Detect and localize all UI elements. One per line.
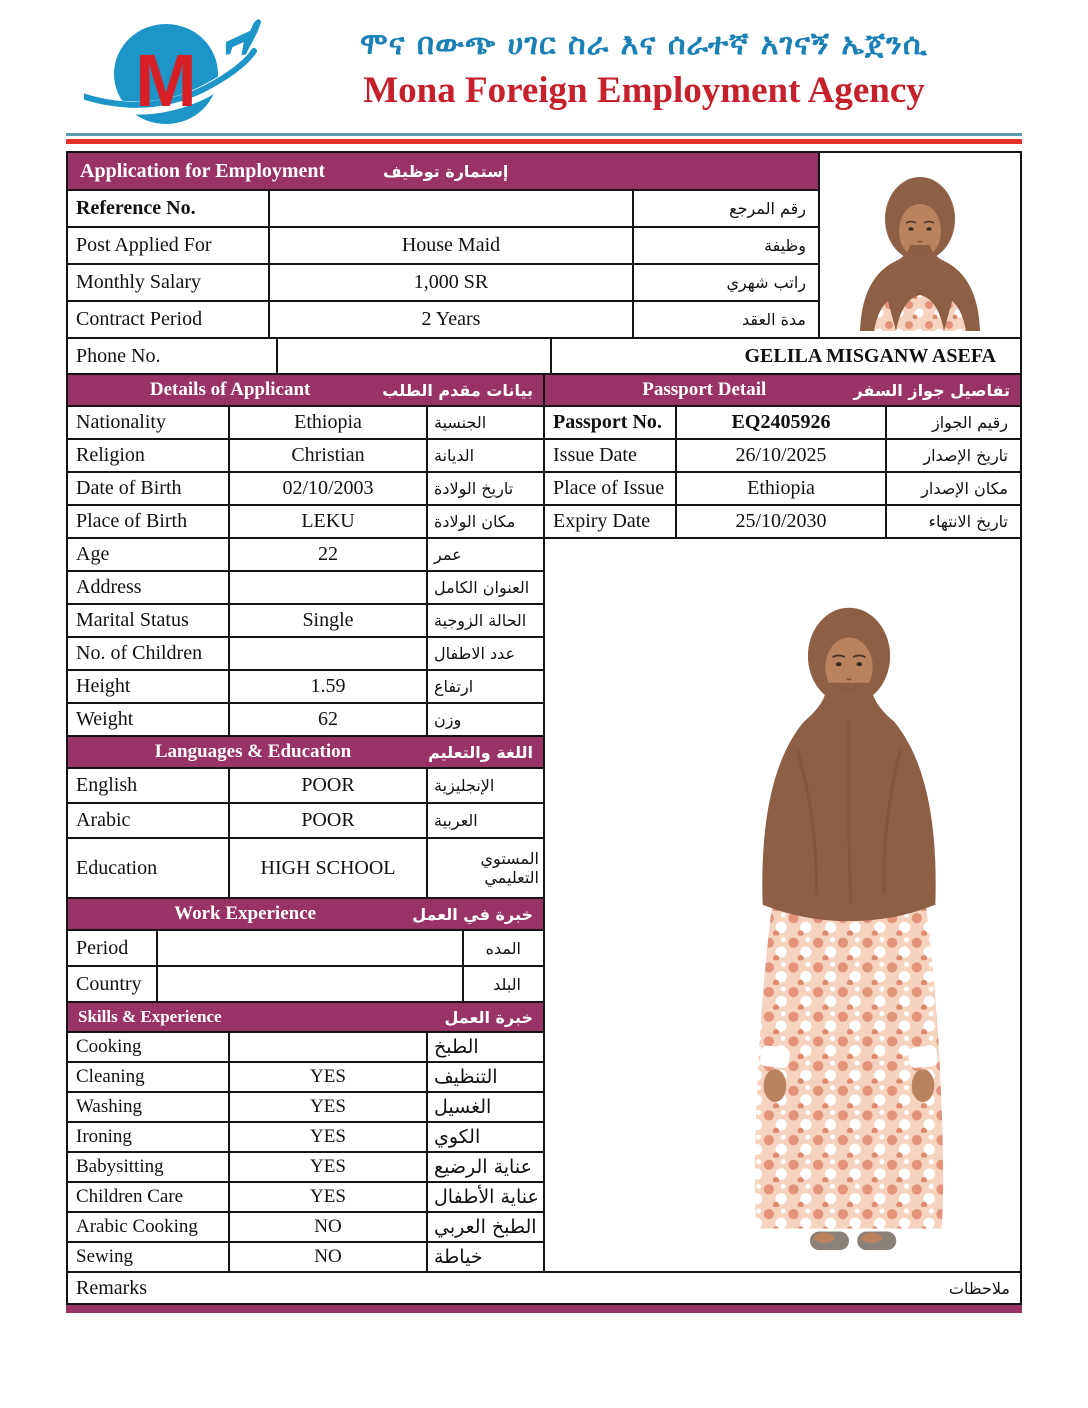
section-title-arabic: اللغة والتعليم	[428, 742, 533, 762]
field-label: Phone No.	[76, 344, 161, 367]
field-label: Cleaning	[68, 1063, 228, 1091]
field-label-arabic: الحالة الزوجية	[428, 605, 543, 636]
field-label-arabic: العنوان الكامل	[428, 572, 543, 603]
field-value	[230, 572, 426, 603]
field-label-arabic: تاريخ الانتهاء	[887, 506, 1020, 537]
section-title-arabic: تفاصيل جواز السفر	[853, 380, 1010, 400]
application-section-header	[68, 153, 818, 189]
section-title-english: Skills & Experience	[78, 1007, 222, 1026]
field-label-arabic: المستوي التعليمي	[428, 839, 543, 897]
field-value: Christian	[230, 440, 426, 471]
agency-name-english: Mona Foreign Employment Agency	[363, 69, 925, 111]
field-label: Nationality	[68, 407, 228, 438]
field-label: Issue Date	[545, 440, 675, 471]
field-value	[270, 191, 632, 226]
applicant-name: GELILA MISGANW ASEFA	[550, 339, 1020, 373]
field-label: Date of Birth	[68, 473, 228, 504]
field-label: Monthly Salary	[68, 265, 268, 300]
field-label-arabic: عدد الاطفال	[428, 638, 543, 669]
field-label-arabic: الجنسية	[428, 407, 543, 438]
field-label-arabic: الغسيل	[428, 1093, 543, 1121]
field-value: HIGH SCHOOL	[230, 839, 426, 897]
field-value: YES	[230, 1063, 426, 1091]
field-label: No. of Children	[68, 638, 228, 669]
field-label-arabic: وزن	[428, 704, 543, 735]
field-value: 26/10/2025	[677, 440, 885, 471]
field-label-arabic: وظيفة	[634, 228, 818, 263]
remarks-label-arabic: ملاحظات	[948, 1278, 1010, 1298]
field-label: Post Applied For	[68, 228, 268, 263]
field-label: Weight	[68, 704, 228, 735]
field-label: Arabic Cooking	[68, 1213, 228, 1241]
field-value: NO	[230, 1213, 426, 1241]
skills-section-header	[68, 1001, 543, 1031]
phone-row	[68, 337, 1020, 373]
field-label-arabic: تاريخ الولادة	[428, 473, 543, 504]
work-experience-table	[68, 929, 543, 1001]
field-value	[230, 1033, 426, 1061]
divider-red	[66, 139, 1022, 144]
field-value: POOR	[230, 804, 426, 837]
field-label-arabic: مدة العقد	[634, 302, 818, 337]
field-label: Country	[68, 967, 156, 1001]
field-value	[230, 638, 426, 669]
field-label: English	[68, 769, 228, 802]
remarks-label: Remarks	[76, 1276, 148, 1299]
passport-photo	[844, 159, 996, 331]
application-form	[66, 151, 1022, 1305]
field-value: YES	[230, 1123, 426, 1151]
field-label-arabic: التنظيف	[428, 1063, 543, 1091]
full-length-photo-cell	[545, 537, 1020, 1271]
letterhead	[0, 0, 1088, 126]
field-value: YES	[230, 1093, 426, 1121]
agency-logo	[84, 14, 262, 126]
field-label: Reference No.	[68, 191, 268, 226]
section-title-arabic: خبرة في العمل	[412, 904, 533, 924]
field-value: 1,000 SR	[270, 265, 632, 300]
field-label-arabic: خياطة	[428, 1243, 543, 1271]
field-value: 25/10/2030	[677, 506, 885, 537]
field-label-arabic: عمر	[428, 539, 543, 570]
field-label: Period	[68, 931, 156, 965]
form-body	[68, 373, 1020, 1271]
full-length-photo	[664, 565, 1021, 1265]
section-title-arabic: بيانات مقدم الطلب	[382, 380, 533, 400]
field-label-arabic: مكان الولادة	[428, 506, 543, 537]
field-value: 22	[230, 539, 426, 570]
field-label: Religion	[68, 440, 228, 471]
field-label-arabic: تاريخ الإصدار	[887, 440, 1020, 471]
field-label: Expiry Date	[545, 506, 675, 537]
languages-table	[68, 767, 543, 897]
field-label: Marital Status	[68, 605, 228, 636]
field-value	[158, 967, 462, 1001]
section-title-arabic: خبرة العمل	[444, 1007, 533, 1027]
field-value: EQ2405926	[677, 407, 885, 438]
field-label: Height	[68, 671, 228, 702]
field-value: 62	[230, 704, 426, 735]
passport-column	[543, 375, 1020, 1271]
field-label-arabic: عناية الرضيع	[428, 1153, 543, 1181]
field-value: Ethiopia	[230, 407, 426, 438]
details-section-header	[68, 375, 543, 405]
field-label-arabic: رقيم الجواز	[887, 407, 1020, 438]
work-experience-section-header	[68, 897, 543, 929]
field-value	[158, 931, 462, 965]
field-label-arabic: العربية	[428, 804, 543, 837]
logo-letter-m: M	[135, 39, 197, 122]
field-label: Education	[68, 839, 228, 897]
section-title-english: Details of Applicant	[149, 379, 311, 400]
applicant-column	[68, 375, 543, 1271]
field-label: Ironing	[68, 1123, 228, 1151]
field-label: Children Care	[68, 1183, 228, 1211]
field-label: Arabic	[68, 804, 228, 837]
field-value: House Maid	[270, 228, 632, 263]
field-label-arabic: الطبخ	[428, 1033, 543, 1061]
field-value: POOR	[230, 769, 426, 802]
details-table	[68, 405, 543, 735]
field-label-arabic: مكان الإصدار	[887, 473, 1020, 504]
field-label-arabic: رقم المرجع	[634, 191, 818, 226]
field-value: Single	[230, 605, 426, 636]
field-label-arabic: ارتفاع	[428, 671, 543, 702]
field-label: Contract Period	[68, 302, 268, 337]
field-label-arabic: المده	[464, 931, 543, 965]
field-label: Cooking	[68, 1033, 228, 1061]
field-label: Passport No.	[545, 407, 675, 438]
field-value	[276, 339, 550, 373]
field-label: Place of Issue	[545, 473, 675, 504]
application-section	[68, 153, 1020, 337]
field-label: Age	[68, 539, 228, 570]
field-label-arabic: راتب شهري	[634, 265, 818, 300]
field-label-arabic: البلد	[464, 967, 543, 1001]
field-value: 02/10/2003	[230, 473, 426, 504]
field-label-arabic: الإنجليزية	[428, 769, 543, 802]
divider-teal	[66, 133, 1022, 136]
letterhead-titles	[266, 28, 1022, 112]
passport-photo-cell	[820, 153, 1020, 337]
field-label: Sewing	[68, 1243, 228, 1271]
languages-section-header	[68, 735, 543, 767]
field-value: Ethiopia	[677, 473, 885, 504]
passport-section-header	[545, 375, 1020, 405]
field-label: Washing	[68, 1093, 228, 1121]
section-title-arabic: إستمارة توظيف	[383, 161, 509, 181]
remarks-row	[68, 1271, 1020, 1303]
field-label: Place of Birth	[68, 506, 228, 537]
field-value: NO	[230, 1243, 426, 1271]
field-label-arabic: الطبخ العربي	[428, 1213, 543, 1241]
field-label-arabic: الديانة	[428, 440, 543, 471]
field-label: Babysitting	[68, 1153, 228, 1181]
field-value: LEKU	[230, 506, 426, 537]
section-title-english: Passport Detail	[642, 379, 767, 400]
field-value: 2 Years	[270, 302, 632, 337]
field-value: YES	[230, 1183, 426, 1211]
section-title-english: Application for Employment	[80, 159, 326, 182]
field-value: 1.59	[230, 671, 426, 702]
section-title-english: Work Experience	[174, 903, 317, 924]
skills-table	[68, 1031, 543, 1271]
field-label-arabic: عناية الأطفال	[428, 1183, 543, 1211]
agency-name-amharic: ሞና በውጭ ሀገር ስራ እና ሰራተኛ አገናኝ ኤጀንሲ	[360, 27, 928, 63]
field-label: Address	[68, 572, 228, 603]
bottom-border-bar	[66, 1305, 1022, 1313]
field-label-arabic: الكوي	[428, 1123, 543, 1151]
passport-table	[545, 405, 1020, 537]
section-title-english: Languages & Education	[154, 741, 352, 762]
field-value: YES	[230, 1153, 426, 1181]
